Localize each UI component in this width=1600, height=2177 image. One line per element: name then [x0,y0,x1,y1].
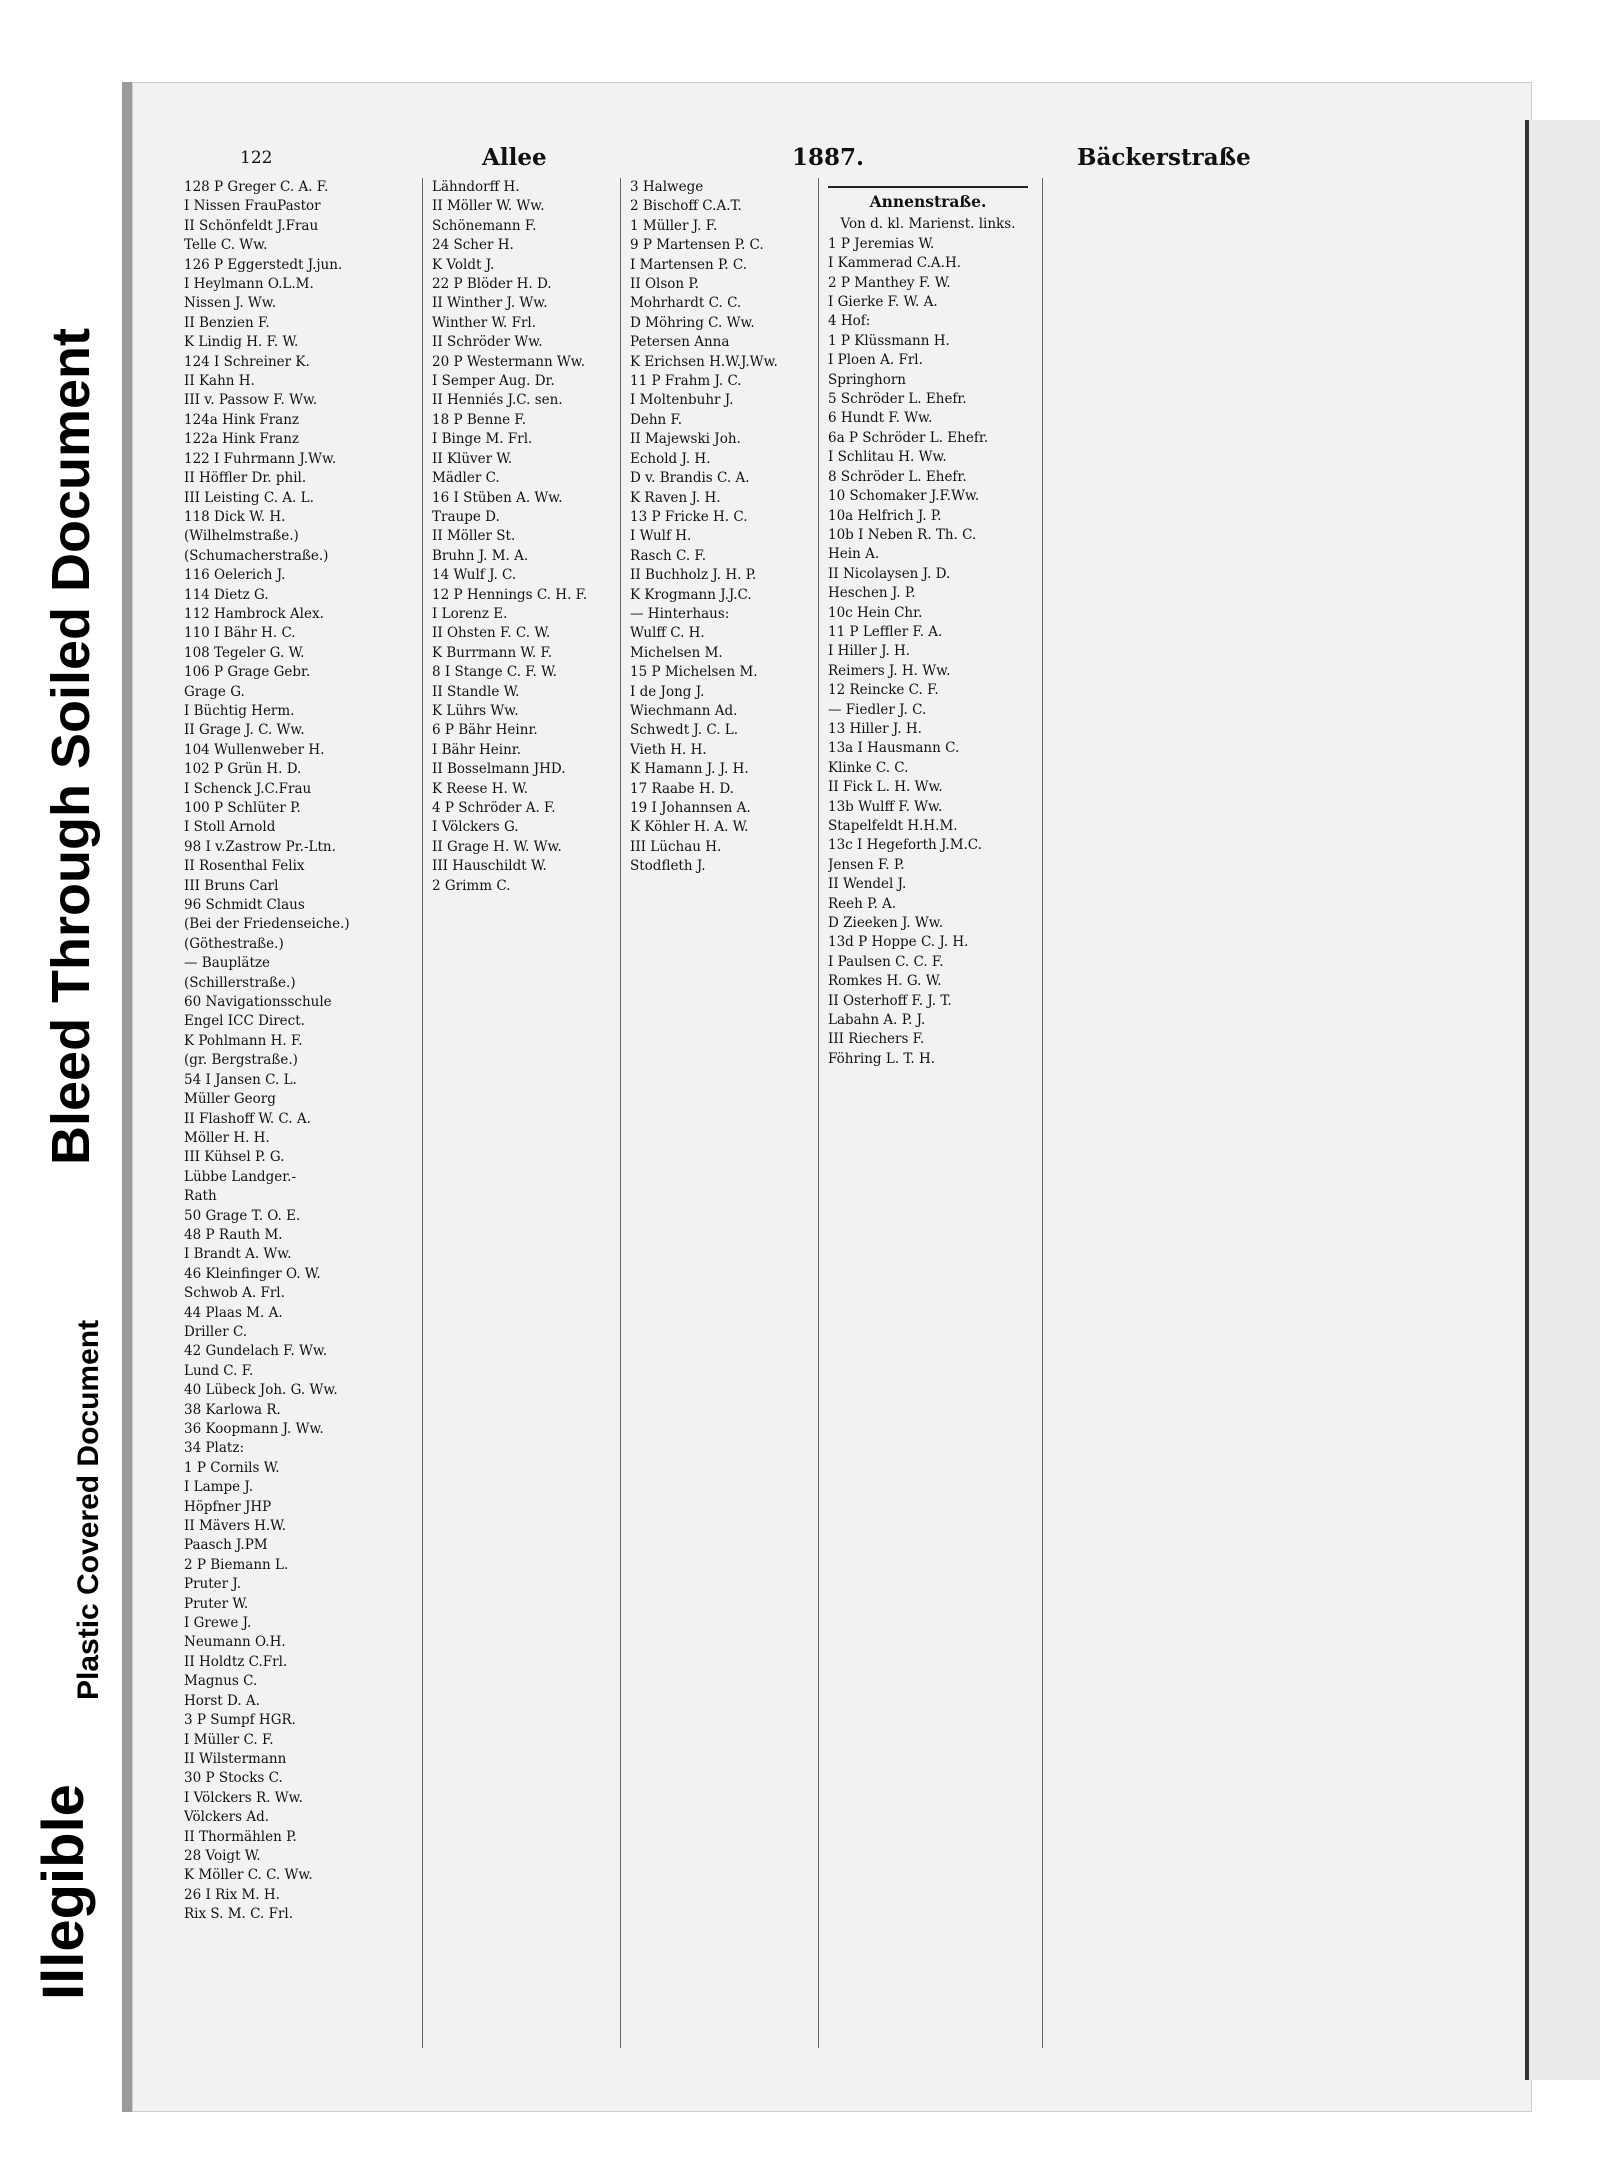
directory-entry: 13d P Hoppe C. J. H. [828,934,969,951]
column-2 [432,178,607,896]
directory-entry: 40 Lübeck Joh. G. Ww. [184,1382,338,1399]
directory-entry: 44 Plaas M. A. [184,1304,283,1321]
directory-entry: Rath [184,1188,217,1205]
directory-entry: — Fiedler J. C. [828,701,927,718]
directory-entry: Klinke C. C. [828,759,909,776]
bleed-through-label: Bleed Through Soiled Document [41,327,101,1165]
directory-entry: 3 P Sumpf HGR. [184,1712,296,1729]
illegible-label: Illegible [31,1784,96,2000]
directory-entry: 124a Hink Franz [184,411,300,428]
directory-entry: Dehn F. [630,411,683,428]
directory-entry: 42 Gundelach F. Ww. [184,1343,328,1360]
directory-entry: 17 Raabe H. D. [630,780,734,797]
directory-entry: III Riechers F. [828,1031,925,1048]
directory-entry: Möller H. H. [184,1129,270,1146]
directory-entry: I Moltenbuhr J. [630,392,734,409]
directory-entry: Mädler C. [432,470,500,487]
directory-entry: III v. Passow F. Ww. [184,392,318,409]
directory-entry: — Hinterhaus: [630,605,730,622]
directory-entry: I Völckers G. [432,819,519,836]
directory-entry: I Gierke F. W. A. [828,294,938,311]
directory-entry: Reeh P. A. [828,895,897,912]
directory-entry: (Wilhelmstraße.) [184,528,299,545]
directory-entry: 11 P Leffler F. A. [828,623,943,640]
directory-entry: 13 P Fricke H. C. [630,508,748,525]
directory-entry: 10a Helfrich J. P. [828,507,942,524]
directory-entry: 36 Koopmann J. Ww. [184,1421,324,1437]
directory-entry: Lähndorff H. [432,179,520,195]
directory-entry: II Wilstermann [184,1750,287,1767]
directory-entry: Müller Georg [184,1091,276,1108]
column-divider [818,178,819,2048]
directory-entry: D v. Brandis C. A. [630,470,750,487]
directory-entry: Wulff C. H. [630,625,705,642]
directory-entry: D Zieeken J. Ww. [828,915,944,932]
directory-entry: I Büchtig Herm. [184,702,295,719]
directory-entry: 14 Wulf J. C. [432,567,517,584]
directory-entry: II Bosselmann JHD. [432,761,566,778]
directory-entry: 6 Hundt F. Ww. [828,410,933,427]
directory-entry: I de Jong J. [630,683,705,700]
directory-entry: 28 Voigt W. [184,1847,261,1864]
directory-entry: K Pohlmann H. F. [184,1032,303,1049]
directory-entry: 10 Schomaker J.F.Ww. [828,488,980,505]
directory-entry: Annenstraße. [828,186,1028,211]
directory-entry: 38 Karlowa R. [184,1401,281,1418]
directory-entry: II Klüver W. [432,450,513,467]
directory-entry: 54 I Jansen C. L. [184,1071,297,1088]
directory-entry: I Hiller J. H. [828,643,911,660]
directory-entry: Telle C. Ww. [184,237,268,254]
directory-entry: I Schenck J.C.Frau [184,780,312,797]
directory-entry: I Völckers R. Ww. [184,1789,303,1806]
directory-entry: 48 P Rauth M. [184,1226,283,1243]
directory-entry: II Buchholz J. H. P. [630,567,757,584]
directory-entry: 110 I Bähr H. C. [184,625,296,642]
directory-entry: II Grage J. C. Ww. [184,722,305,739]
directory-entry: 60 Navigationsschule [184,994,332,1011]
directory-entry: Schwob A. Frl. [184,1285,285,1302]
header-left: Allee [482,144,547,171]
directory-entry: II Holdtz C.Frl. [184,1653,288,1670]
directory-entry: Rix S. M. C. Frl. [184,1906,294,1923]
directory-entry: Rasch C. F. [630,547,706,564]
directory-entry: III Kühsel P. G. [184,1149,285,1166]
directory-entry: 8 Schröder L. Ehefr. [828,468,967,485]
directory-entry: 122a Hink Franz [184,431,300,448]
directory-entry: I Ploen A. Frl. [828,352,923,369]
directory-entry: 122 I Fuhrmann J.Ww. [184,450,337,467]
directory-entry: 2 P Biemann L. [184,1556,289,1573]
page-number: 122 [240,148,273,168]
directory-entry: II Fick L. H. Ww. [828,779,943,796]
directory-entry: K Krogmann J.J.C. [630,586,752,603]
directory-entry: I Lorenz E. [432,605,508,622]
directory-entry: II Grage H. W. Ww. [432,838,562,855]
directory-entry: 1 P Cornils W. [184,1459,280,1476]
directory-entry: 24 Scher H. [432,237,514,254]
directory-entry: Michelsen M. [630,644,723,661]
directory-entry: 30 P Stocks C. [184,1770,283,1787]
directory-entry: II Henniés J.C. sen. [432,392,563,409]
directory-entry: 11 P Frahm J. C. [630,373,742,390]
column-1 [184,178,409,1925]
directory-entry: 104 Wullenweber H. [184,741,325,758]
directory-entry: 124 I Schreiner K. [184,353,310,370]
directory-entry: II Winther J. Ww. [432,295,548,312]
directory-entry: Wiechmann Ad. [630,702,738,719]
directory-entry: 3 Halwege [630,179,704,195]
directory-entry: 26 I Rix M. H. [184,1886,280,1903]
directory-entry: Von d. kl. Marienst. links. [840,216,1016,233]
column-divider [1042,178,1043,2048]
directory-entry: 98 I v.Zastrow Pr.-Ltn. [184,838,336,855]
directory-entry: 96 Schmidt Claus [184,897,305,914]
directory-entry: 13 Hiller J. H. [828,720,922,737]
column-divider [620,178,621,2048]
directory-entry: 126 P Eggerstedt J.jun. [184,256,343,273]
directory-entry: 15 P Michelsen M. [630,664,758,681]
directory-entry: II Möller St. [432,528,516,545]
directory-entry: 12 P Hennings C. H. F. [432,586,588,603]
directory-entry: K Hamann J. J. H. [630,761,749,778]
directory-entry: I Binge M. Frl. [432,431,533,448]
directory-entry: Höpfner JHP [184,1498,272,1515]
directory-entry: I Grewe J. [184,1615,252,1632]
directory-entry: I Semper Aug. Dr. [432,373,555,390]
directory-entry: 10c Hein Chr. [828,604,923,621]
directory-entry: 4 Hof: [828,313,871,330]
directory-entry: 1 P Klüssmann H. [828,332,950,349]
directory-entry: 2 P Manthey F. W. [828,274,951,291]
directory-entry: 6 P Bähr Heinr. [432,722,538,739]
directory-entry: Lund C. F. [184,1362,254,1379]
directory-entry: I Schlitau H. Ww. [828,449,947,466]
directory-entry: 46 Kleinfinger O. W. [184,1265,321,1282]
directory-entry: Horst D. A. [184,1692,260,1709]
directory-entry: K Reese H. W. [432,780,528,797]
header-right: Bäckerstraße [1077,144,1251,171]
directory-entry: (Schumacherstraße.) [184,547,329,564]
directory-entry: Grage G. [184,683,245,700]
directory-entry: 128 P Greger C. A. F. [184,179,329,195]
directory-entry: I Bähr Heinr. [432,741,522,758]
facing-page-edge [1525,120,1600,2080]
directory-entry: I Kammerad C.A.H. [828,255,962,272]
directory-entry: 114 Dietz G. [184,586,269,603]
directory-entry: 2 Bischoff C.A.T. [630,198,742,215]
directory-entry: Pruter W. [184,1595,249,1612]
directory-entry: 6a P Schröder L. Ehefr. [828,429,989,446]
directory-entry: Romkes H. G. W. [828,973,942,990]
directory-entry: I Paulsen C. C. F. [828,953,944,970]
directory-entry: II Schröder Ww. [432,334,543,351]
directory-entry: Stodfleth J. [630,858,706,875]
directory-entry: II Benzien F. [184,314,270,331]
directory-entry: Springhorn [828,371,906,388]
directory-entry: I Lampe J. [184,1479,254,1496]
directory-entry: Stapelfeldt H.H.M. [828,818,958,834]
directory-entry: 1 P Jeremias W. [828,235,935,252]
directory-entry: II Möller W. Ww. [432,198,545,215]
directory-entry: Driller C. [184,1323,248,1340]
directory-entry: III Leisting C. A. L. [184,489,314,506]
directory-entry: 100 P Schlüter P. [184,800,301,816]
directory-entry: Engel ICC Direct. [184,1013,305,1030]
plastic-covered-label: Plastic Covered Document [72,1319,105,1700]
directory-entry: K Lindig H. F. W. [184,334,299,351]
directory-entry: II Schönfeldt J.Frau [184,217,319,234]
directory-entry: II Majewski Joh. [630,431,741,448]
directory-entry: II Höffler Dr. phil. [184,470,307,487]
directory-entry: III Lüchau H. [630,838,722,855]
directory-entry: Nissen J. Ww. [184,295,277,312]
directory-entry: I Martensen P. C. [630,256,748,273]
directory-entry: 102 P Grün H. D. [184,761,302,778]
directory-entry: II Mävers H.W. [184,1518,286,1535]
directory-entry: II Standle W. [432,683,520,700]
directory-entry: 106 P Grage Gebr. [184,664,311,681]
directory-entry: Vieth H. H. [630,741,707,758]
directory-entry: (gr. Bergstraße.) [184,1052,298,1069]
directory-entry: I Nissen FrauPastor [184,198,321,215]
directory-entry: (Göthestraße.) [184,935,284,952]
directory-entry: 13a I Hausmann C. [828,740,960,757]
directory-entry: K Burrmann W. F. [432,644,553,661]
directory-entry: 12 Reincke C. F. [828,682,939,699]
directory-page [122,82,1532,2112]
directory-entry: 50 Grage T. O. E. [184,1207,301,1224]
directory-entry: 2 Grimm C. [432,877,511,894]
directory-entry: II Olson P. [630,276,700,293]
directory-entry: II Osterhoff F. J. T. [828,992,952,1009]
directory-entry: Reimers J. H. Ww. [828,662,951,679]
directory-entry: (Bei der Friedenseiche.) [184,916,350,933]
directory-entry: II Rosenthal Felix [184,858,305,875]
column-4 [828,178,1028,1069]
directory-entry: Mohrhardt C. C. [630,295,742,312]
directory-entry: Bruhn J. M. A. [432,547,529,564]
directory-entry: 10b I Neben R. Th. C. [828,526,977,543]
directory-entry: 19 I Johannsen A. [630,800,751,816]
directory-entry: I Stoll Arnold [184,819,276,836]
directory-entry: 5 Schröder L. Ehefr. [828,391,967,408]
directory-entry: I Heylmann O.L.M. [184,276,314,293]
directory-entry: Magnus C. [184,1673,258,1690]
directory-entry: Pruter J. [184,1576,242,1593]
directory-entry: 13b Wulff F. Ww. [828,798,943,815]
directory-entry: Heschen J. P. [828,585,916,602]
directory-entry: 1 Müller J. F. [630,217,718,234]
directory-entry: III Hauschildt W. [432,858,547,875]
directory-entry: (Schillerstraße.) [184,974,296,991]
directory-entry: 116 Oelerich J. [184,567,286,584]
directory-entry: K Köhler H. A. W. [630,819,749,836]
directory-entry: Paasch J.PM [184,1537,268,1554]
directory-entry: Jensen F. P. [828,856,905,873]
directory-entry: K Raven J. H. [630,489,721,506]
directory-entry: II Nicolaysen J. D. [828,565,951,582]
directory-entry: Lübbe Landger.- [184,1168,297,1185]
directory-entry: I Wulf H. [630,528,692,545]
directory-entry: 18 P Benne F. [432,411,526,428]
directory-entry: K Möller C. C. Ww. [184,1867,313,1884]
directory-entry: 118 Dick W. H. [184,508,286,525]
directory-entry: II Thormählen P. [184,1828,297,1845]
directory-entry: Völckers Ad. [184,1809,270,1826]
directory-entry: Winther W. Frl. [432,314,537,331]
directory-entry: Traupe D. [432,508,500,525]
directory-entry: 34 Platz: [184,1440,245,1457]
directory-entry: 20 P Westermann Ww. [432,353,586,370]
directory-entry: 112 Hambrock Alex. [184,605,324,622]
directory-entry: Schönemann F. [432,217,537,234]
directory-entry: K Lührs Ww. [432,702,519,719]
directory-entry: III Bruns Carl [184,877,279,894]
directory-entry: 4 P Schröder A. F. [432,800,556,816]
directory-entry: Föhring L. T. H. [828,1050,936,1067]
directory-entry: II Flashoff W. C. A. [184,1110,311,1127]
header-year: 1887. [792,144,865,171]
directory-entry: D Möhring C. Ww. [630,314,755,331]
directory-entry: — Bauplätze [184,955,270,972]
side-banner [0,0,120,2177]
directory-entry: Neumann O.H. [184,1634,286,1651]
directory-entry: II Wendel J. [828,876,907,893]
directory-entry: I Brandt A. Ww. [184,1246,292,1263]
directory-entry: I Müller C. F. [184,1731,274,1748]
column-divider [422,178,423,2048]
directory-entry: Schwedt J. C. L. [630,722,739,739]
directory-entry: 108 Tegeler G. W. [184,644,305,661]
directory-entry: 8 I Stange C. F. W. [432,664,557,681]
directory-entry: 22 P Blöder H. D. [432,276,552,293]
directory-entry: 16 I Stüben A. Ww. [432,489,563,506]
directory-entry: Labahn A. P. J. [828,1012,926,1029]
directory-entry: Echold J. H. [630,450,711,467]
directory-entry: K Erichsen H.W.J.Ww. [630,353,778,370]
directory-entry: Hein A. [828,546,880,563]
directory-entry: K Voldt J. [432,256,495,273]
directory-entry: 13c I Hegeforth J.M.C. [828,837,982,854]
column-3 [630,178,805,877]
directory-entry: II Ohsten F. C. W. [432,625,551,642]
directory-entry: 9 P Martensen P. C. [630,237,764,254]
directory-entry: II Kahn H. [184,373,255,390]
directory-entry: Petersen Anna [630,334,730,351]
